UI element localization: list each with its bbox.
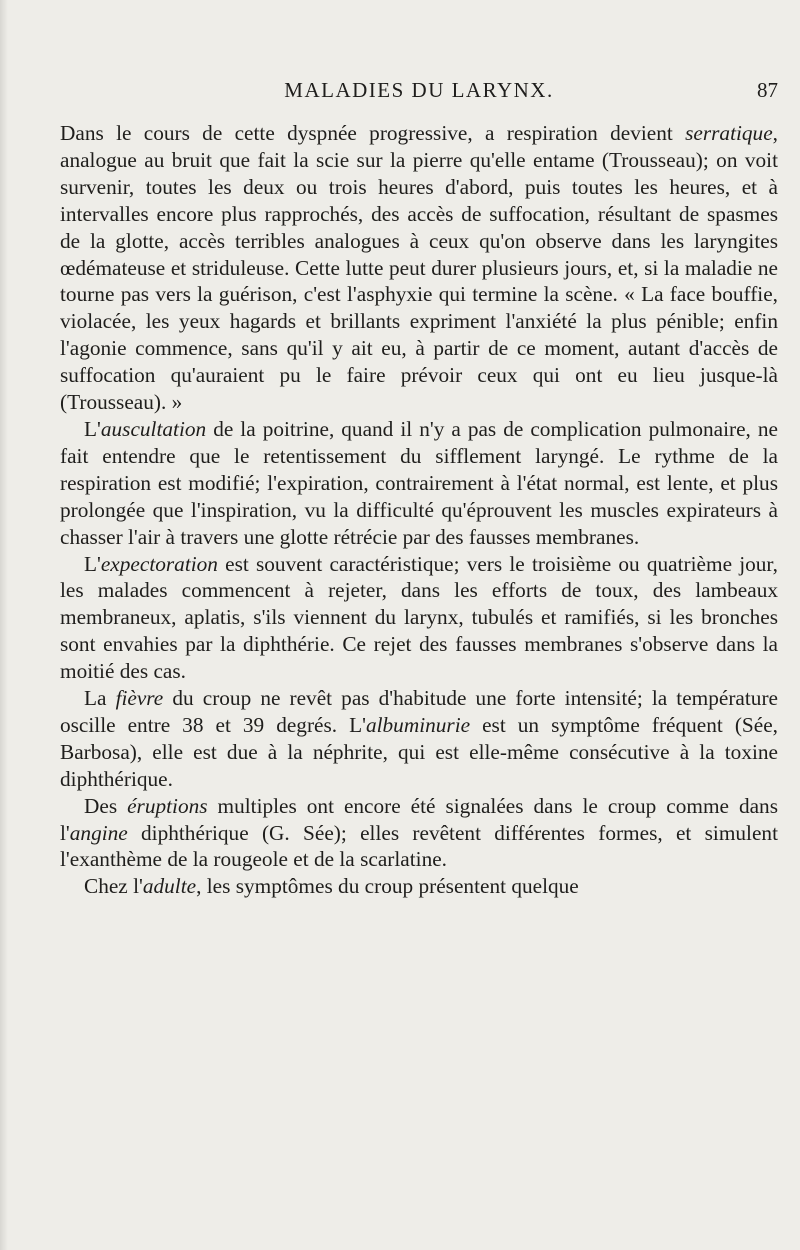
text-segment: de la poitrine, quand il n'y a pas de complication pulmonaire, ne fait entendre que le retentissement du sifflement laryngé. Le rythme de la respiration est modifié; l'expiration, contrairement à l'état normal, est lente, et plus prolongée que l'inspiration, vu la difficulté qu'éprouvent les muscles expirateurs à chasser l'air à travers une glotte rétrécie par des fausses membranes. [60,416,778,549]
italic-term: adulte [142,874,197,899]
text-segment: L' [84,416,101,441]
italic-term: éruptions [127,793,208,818]
italic-term: auscultation [100,416,207,441]
page-number: 87 [757,78,778,102]
text-segment: est souvent caractéristique; vers le troisième ou quatrième jour, les malades commencent à rejeter, dans les efforts de toux, des lambeaux membraneux, aplatis, s'ils viennent du larynx, tubulés et ramifiés, si les bronches sont envahies par la diphthérie. Ce rejet des fausses membranes s'observe dans la moitié des cas. [60,551,778,684]
paragraph-auscultation [60,416,778,551]
text-segment: La [84,686,116,711]
text-segment: est un symptôme fréquent (Sée, Barbosa), elle est due à la néphrite, qui est elle-même consécutive à la toxine diphthérique. [60,712,778,791]
italic-term: angine [69,820,128,845]
page-header [60,78,778,108]
italic-term: albuminurie [365,712,471,737]
paragraph-adulte [60,873,778,900]
text-segment: du croup ne revêt pas d'habitude une forte intensité; la température oscille entre 38 et 39 degrés. L' [60,686,778,737]
italic-term: serratique [685,121,773,145]
italic-term: fièvre [115,686,164,711]
text-segment: , les symptômes du croup présentent quelque [196,874,579,899]
text-segment: Chez l' [84,874,143,899]
paragraph-eruptions [60,793,778,874]
paragraph-dyspnee [60,120,778,416]
text-segment: multiples ont encore été signalées dans le croup comme dans l' [60,793,778,845]
text-segment: Des [84,793,128,818]
paragraph-expectoration [60,551,778,686]
text-segment: , analogue au bruit que fait la scie sur la pierre qu'elle entame (Trousseau); on voit survenir, toutes les deux ou trois heures d'abord, puis toutes les heures, et à intervalles encore plus rapprochés, des accès de suffocation, résultant de spasmes de la glotte, accès terribles analogues à ceux qu'on observe dans les laryngites œdémateuse et striduleuse. Cette lutte peut durer plusieurs jours, et, si la maladie ne tourne pas vers la guérison, c'est l'asphyxie qui termine la scène. « La face bouffie, violacée, les yeux hagards et brillants expriment l'anxiété la plus pénible; enfin l'agonie commence, sans qu'il y ait eu, à partir de ce moment, autant d'accès de suffocation qu'auraient pu le faire prévoir ceux qui ont eu lieu jusque-là (Trousseau). » [60,121,778,415]
paragraph-fievre [60,685,778,793]
running-title: MALADIES DU LARYNX. [284,78,554,102]
page-edge-shadow [0,0,8,1250]
text-segment: L' [84,551,101,576]
body-text [60,120,778,900]
text-segment: Dans le cours de cette dyspnée progressive, a respiration devient [60,121,686,145]
italic-term: expectoration [100,551,218,576]
text-segment: diphthérique (G. Sée); elles revêtent différentes formes, et simulent l'exanthème de la rougeole et de la scarlatine. [60,820,778,872]
